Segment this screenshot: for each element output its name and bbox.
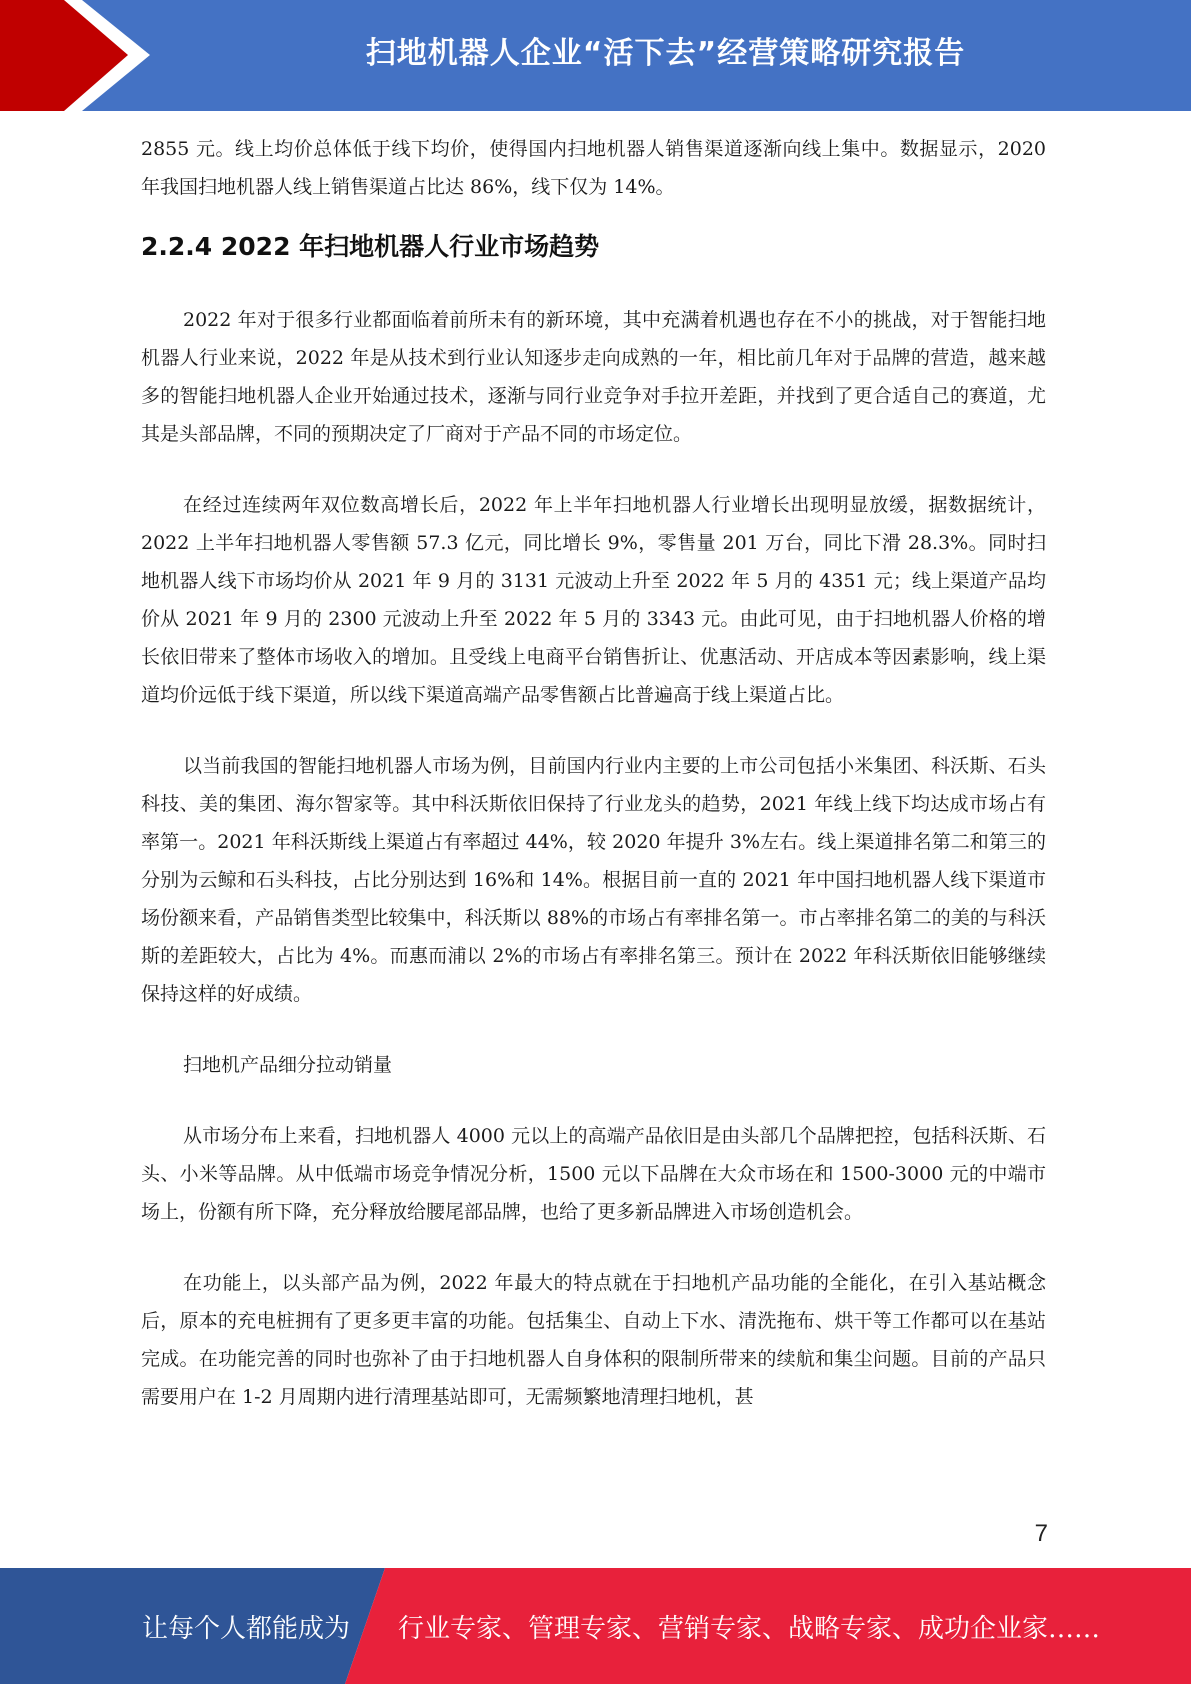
body-paragraph: 从市场分布上来看，扫地机器人 4000 元以上的高端产品依旧是由头部几个品牌把控，包括科沃斯、石头、小米等品牌。从中低端市场竞争情况分析，1500 元以下品牌在大众市场在和 1500-3000 元的中端市场上，份额有所下降，充分释放给腰尾部品牌，也给了更多新品牌进入市场创造机会。 bbox=[141, 1125, 1046, 1223]
document-body bbox=[141, 130, 1046, 1449]
intro-paragraph: 2855 元。线上均价总体低于线下均价，使得国内扫地机器人销售渠道逐渐向线上集中。数据显示，2020 年我国扫地机器人线上销售渠道占比达 86%，线下仅为 14%。 bbox=[141, 138, 1046, 198]
page-footer bbox=[0, 1568, 1191, 1684]
body-paragraph: 在经过连续两年双位数高增长后，2022 年上半年扫地机器人行业增长出现明显放缓，据数据统计，2022 上半年扫地机器人零售额 57.3 亿元，同比增长 9%，零售量 201 万台，同比下滑 28.3%。同时扫地机器人线下市场均价从 2021 年 9 月的 3131 元波动上升至 2022 年 5 月的 4351 元；线上渠道产品均价从 2021 年 9 月的 2300 元波动上升至 2022 年 5 月的 3343 元。由此可见，由于扫地机器人价格的增长依旧带来了整体市场收入的增加。且受线上电商平台销售折让、优惠活动、开店成本等因素影响，线上渠道均价远低于线下渠道，所以线下渠道高端产品零售额占比普遍高于线上渠道占比。 bbox=[141, 494, 1046, 706]
body-paragraph: 在功能上，以头部产品为例，2022 年最大的特点就在于扫地机产品功能的全能化，在引入基站概念后，原本的充电桩拥有了更多更丰富的功能。包括集尘、自动上下水、清洗拖布、烘干等工作都可以在基站完成。在功能完善的同时也弥补了由于扫地机器人自身体积的限制所带来的续航和集尘问题。目前的产品只需要用户在 1-2 月周期内进行清理基站即可，无需频繁地清理扫地机，甚 bbox=[141, 1272, 1046, 1408]
page-number: 7 bbox=[1034, 1520, 1048, 1547]
subheading-paragraph: 扫地机产品细分拉动销量 bbox=[183, 1054, 393, 1076]
document-title: 扫地机器人企业“活下去”经营策略研究报告 bbox=[365, 36, 966, 71]
body-paragraph: 以当前我国的智能扫地机器人市场为例，目前国内行业内主要的上市公司包括小米集团、科沃斯、石头科技、美的集团、海尔智家等。其中科沃斯依旧保持了行业龙头的趋势，2021 年线上线下均达成市场占有率第一。2021 年科沃斯线上渠道占有率超过 44%，较 2020 年提升 3%左右。线上渠道排名第二和第三的分别为云鲸和石头科技，占比分别达到 16%和 14%。根据目前一直的 2021 年中国扫地机器人线下渠道市场份额来看，产品销售类型比较集中，科沃斯以 88%的市场占有率排名第一。市占率排名第二的美的与科沃斯的差距较大，占比为 4%。而惠而浦以 2%的市场占有率排名第三。预计在 2022 年科沃斯依旧能够继续保持这样的好成绩。 bbox=[141, 755, 1046, 1005]
page-header bbox=[0, 0, 1191, 111]
footer-slogan-right: 行业专家、管理专家、营销专家、战略专家、成功企业家…… bbox=[398, 1613, 1101, 1644]
section-heading: 2.2.4 2022 年扫地机器人行业市场趋势 bbox=[141, 232, 600, 261]
body-paragraph: 2022 年对于很多行业都面临着前所未有的新环境，其中充满着机遇也存在不小的挑战，对于智能扫地机器人行业来说，2022 年是从技术到行业认知逐步走向成熟的一年，相比前几年对于品牌的营造，越来越多的智能扫地机器人企业开始通过技术，逐渐与同行业竞争对手拉开差距，并找到了更合适自己的赛道，尤其是头部品牌，不同的预期决定了厂商对于产品不同的市场定位。 bbox=[141, 309, 1046, 445]
footer-slogan-left: 让每个人都能成为 bbox=[142, 1613, 351, 1644]
